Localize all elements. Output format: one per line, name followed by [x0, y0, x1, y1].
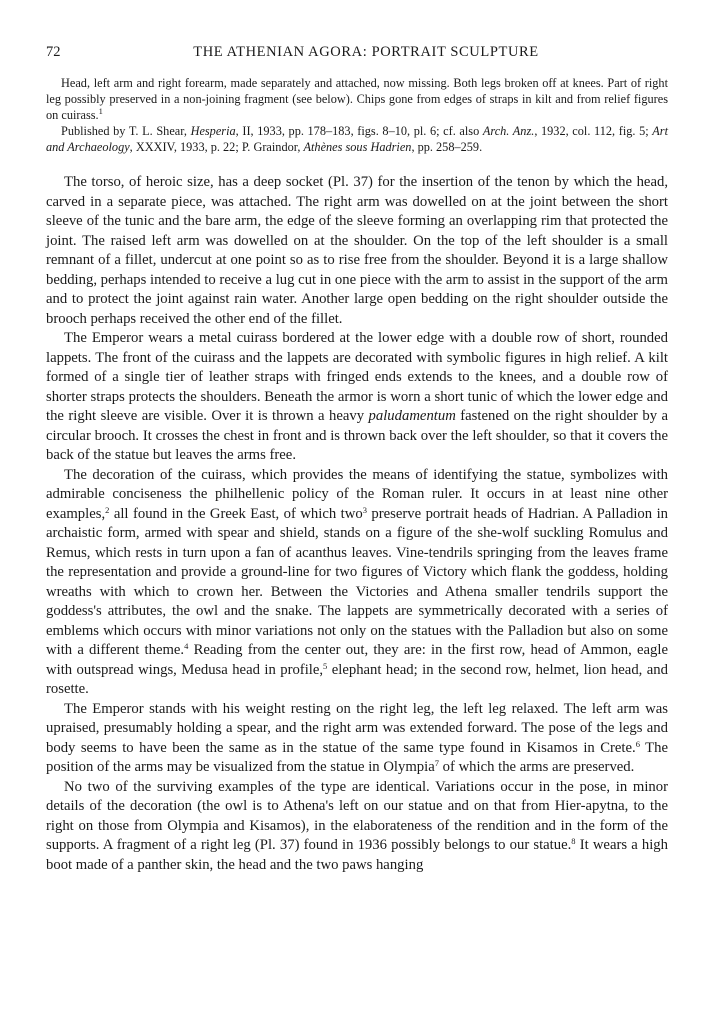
paragraph-text: preserve portrait heads of Hadrian. A Palladion in archaistic form, armed with spear and shield, stands on a figure of the she-wolf suckling Romulus and Remus, which rests in turn upon a fan of acanthus leaves. Vine-tendrils springing from the leaves frame the representation and provide a ground-line for two figures of Victory which flank the goddess, holding wreaths with which to crown her. Between the Victories and Athena smaller tendrils support the goddess's attributes, the owl and the snake. The lappets are symmetrically decorated with a series of emblems which occurs with minor variations not only on the statues with the Palladion but also on some with a different theme.	[46, 505, 668, 658]
condition-text: Head, left arm and right forearm, made separately and attached, now missing. Both legs broken off at knees. Part of right leg possibly preserved in a non-joining fragment (see below). Chips gone from edges of straps in kilt and from relief figures on cuirass.	[46, 76, 668, 122]
paragraph-text: The decoration of the cuirass, which provides the means of identifying the statue, symbolizes with admirable conciseness the philhellenic policy of the Roman ruler. It occurs in at least nine other examples,	[46, 466, 668, 522]
condition-note	[46, 75, 668, 123]
paragraph-4	[46, 700, 668, 778]
footnote-ref-7: 7	[434, 758, 439, 768]
journal-title: Hesperia	[190, 124, 236, 138]
paragraph-text: of which the arms are preserved.	[438, 759, 635, 775]
publication-text: , 1932, col. 112, fig. 5;	[534, 124, 653, 138]
book-title: Athènes sous Hadrien	[303, 140, 412, 154]
paragraph-text: fastened on the right shoulder by a circular brooch. It crosses the chest in front and is thrown back over the left shoulder, so that it covers the back of the statue but leaves the arms free.	[46, 408, 668, 463]
publication-text: , II, 1933, pp. 178–183, figs. 8–10, pl. 6; cf. also	[235, 124, 483, 138]
footnote-ref-2: 2	[105, 504, 110, 515]
publication-note	[46, 123, 668, 155]
paragraph-text: The Emperor wears a metal cuirass bordered at the lower edge with a double row of short, rounded lappets. The front of the cuirass and the lappets are decorated with symbolic figures in high relief. A kilt formed of a single tier of leather straps with fringed ends extends to the knees, and a double row of shorter straps protects the shoulders. Beneath the armor is worn a short tunic of which the lower edge and the right sleeve are visible. Over it is thrown a heavy	[46, 330, 668, 424]
paragraph-text: Reading from the center out, they are: in the first row, head of Ammon, eagle with outspread wings, Medusa head in profile,	[46, 642, 669, 678]
footnote-ref-4: 4	[184, 641, 189, 651]
paragraph-text: elephant head; in the second row, helmet, lion head, and rosette.	[46, 661, 668, 697]
page-number: 72	[46, 44, 61, 60]
paragraph-5	[46, 778, 668, 876]
paragraph-2	[46, 329, 668, 466]
paragraph-text: It wears a high boot made of a panther skin, the head and the two paws hanging	[46, 837, 668, 873]
body-text	[46, 173, 668, 875]
page-header	[46, 44, 666, 64]
footnote-ref-8: 8	[571, 836, 576, 846]
paragraph-text: The Emperor stands with his weight resting on the right leg, the left leg relaxed. The left arm was upraised, presumably holding a spear, and the right arm was extended forward. The pose of the legs and body seems to have been the same as in the statue of the same type found in Kisamos in Crete.	[46, 700, 668, 756]
running-head: THE ATHENIAN AGORA: PORTRAIT SCULPTURE	[193, 44, 539, 60]
journal-title: Arch. Anz.	[482, 124, 535, 138]
footnote-ref-1: 1	[98, 106, 103, 116]
publication-text: , pp. 258–259.	[411, 140, 483, 154]
paragraph-text: No two of the surviving examples of the type are identical. Variations occur in the pose, in minor details of the decoration (the owl is to Athena's left on our statue and on that from Hier-apytna, to the right on those from Olympia and Kisamos), in the elaborateness of the rendition and in the form of the supports. A fragment of a right leg (Pl. 37) found in 1936 possibly belongs to our statue.	[46, 778, 668, 853]
journal-title: Art and Archaeology	[46, 124, 668, 154]
publication-text: Published by T. L. Shear,	[61, 124, 191, 138]
italic-term: paludamentum	[368, 408, 456, 424]
catalogue-notes	[46, 75, 668, 155]
publication-text: , XXXIV, 1933, p. 22; P. Graindor,	[129, 140, 304, 154]
footnote-ref-5: 5	[323, 660, 328, 671]
paragraph-text: all found in the Greek East, of which two	[109, 505, 363, 522]
footnote-ref-6: 6	[635, 738, 640, 749]
paragraph-3	[46, 466, 668, 700]
paragraph-text: The position of the arms may be visualized from the statue in Olympia	[46, 739, 668, 775]
footnote-ref-3: 3	[362, 504, 367, 515]
paragraph-1: The torso, of heroic size, has a deep socket (Pl. 37) for the insertion of the tenon by which the head, carved in a separate piece, was attached. The right arm was dowelled on at the joint between the short sleeve of the tunic and the bare arm, the edge of the sleeve forming an overlapping rim that protected the joint. The raised left arm was dowelled on at the shoulder. On the top of the left shoulder is a small remnant of a fillet, undercut at one point so as to rise free from the shoulder. Beyond it is a large shallow bedding, perhaps intended to receive a lug cut in one piece with the arm to assist in the support of the arm and to protect the joint against rain water. Another large open bedding on the right shoulder outside the brooch perhaps received the other end of the fillet.	[46, 174, 668, 327]
